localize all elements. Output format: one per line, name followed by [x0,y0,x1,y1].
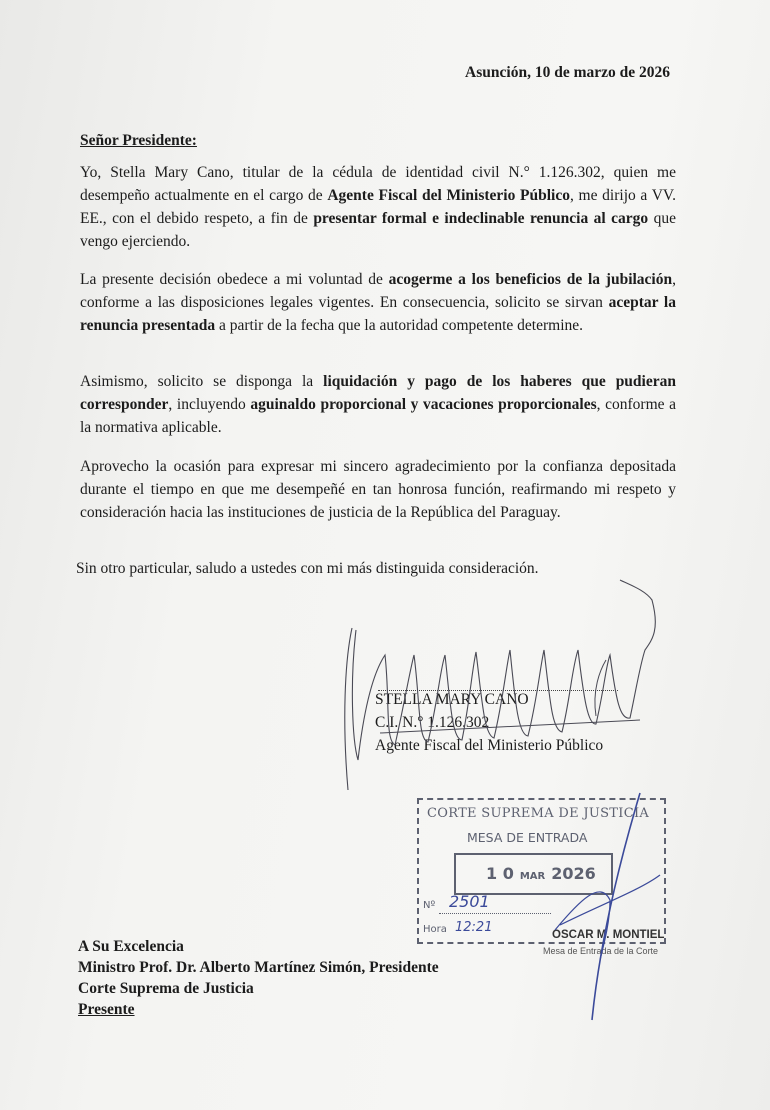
bold-text: aceptar la renuncia presentada [80,294,676,334]
addressee-line-1: A Su Excelencia [78,938,184,955]
addressee-line-4: Presente [78,1001,135,1018]
paragraph-2 [80,268,676,337]
paragraph-3 [80,370,676,439]
closing-line: Sin otro particular, saludo a ustedes con mi más distinguida consideración. [76,560,539,577]
text-segment: que vengo ejerciendo. [80,210,676,250]
stamp-month: MAR [519,871,546,882]
bold-text: Agente Fiscal del Ministerio Público [327,187,570,204]
stamp-number-line [439,913,551,914]
addressee-line-3: Corte Suprema de Justicia [78,980,254,997]
stamp-title: CORTE SUPREMA DE JUSTICIA [427,806,650,821]
addressee-line-2: Ministro Prof. Dr. Alberto Martínez Simón, Presidente [78,959,439,976]
stamp-day: 1 0 [486,864,514,883]
bold-text: acogerme a los beneficios de la jubilación [388,271,673,288]
text-segment: , incluyendo [168,396,251,413]
text-segment: La presente decisión obedece a mi voluntad de [80,271,389,288]
salutation: Señor Presidente: [80,132,197,149]
text-segment: , me dirijo a VV. EE., con el debido respeto, a fin de [80,187,676,227]
reception-stamp [417,798,666,944]
bold-text: aguinaldo proporcional y vacaciones proporcionales [250,396,597,413]
paragraph-1 [80,161,676,253]
official-name: OSCAR M. MONTIEL [552,929,665,941]
paragraph-4 [80,455,676,524]
stamp-date-box [454,853,613,895]
stamp-number-label: Nº [423,900,436,911]
stamp-number-value: 2501 [449,892,490,911]
stamp-year: 2026 [551,864,596,883]
signer-id: C.I. N.° 1.126.302 [375,714,490,731]
signer-role: Agente Fiscal del Ministerio Público [375,737,604,754]
text-segment: Aprovecho la ocasión para expresar mi sincero agradecimiento por la confianza depositada durante el tiempo en que me desempeñé en tan honrosa función, reafirmando mi respeto y consideración hacia las instituciones de justicia de la República del Paraguay. [80,458,676,521]
text-segment: Asimismo, solicito se disponga la [80,373,324,390]
text-segment: , conforme a la normativa aplicable. [80,396,676,436]
signature-block [375,688,603,757]
stamp-time-value: 12:21 [455,920,493,935]
letter-date: Asunción, 10 de marzo de 2026 [465,64,670,81]
official-role: Mesa de Entrada de la Corte [543,946,659,956]
text-segment: a partir de la fecha que la autoridad competente determine. [215,317,584,334]
signer-name: STELLA MARY CANO [375,691,529,708]
stamp-subtitle: MESA DE ENTRADA [467,830,588,845]
stamp-time-label: Hora [423,924,447,935]
bold-text: presentar formal e indeclinable renuncia al cargo [313,210,649,227]
text-segment: , conforme a las disposiciones legales vigentes. En consecuencia, solicito se sirvan [80,271,676,311]
bold-text: liquidación y pago de los haberes que pudieran corresponder [80,373,676,413]
text-segment: Yo, Stella Mary Cano, titular de la cédula de identidad civil N.° 1.126.302, quien me desempeño actualmente en el cargo de [80,164,676,204]
addressee-block [78,936,439,1020]
